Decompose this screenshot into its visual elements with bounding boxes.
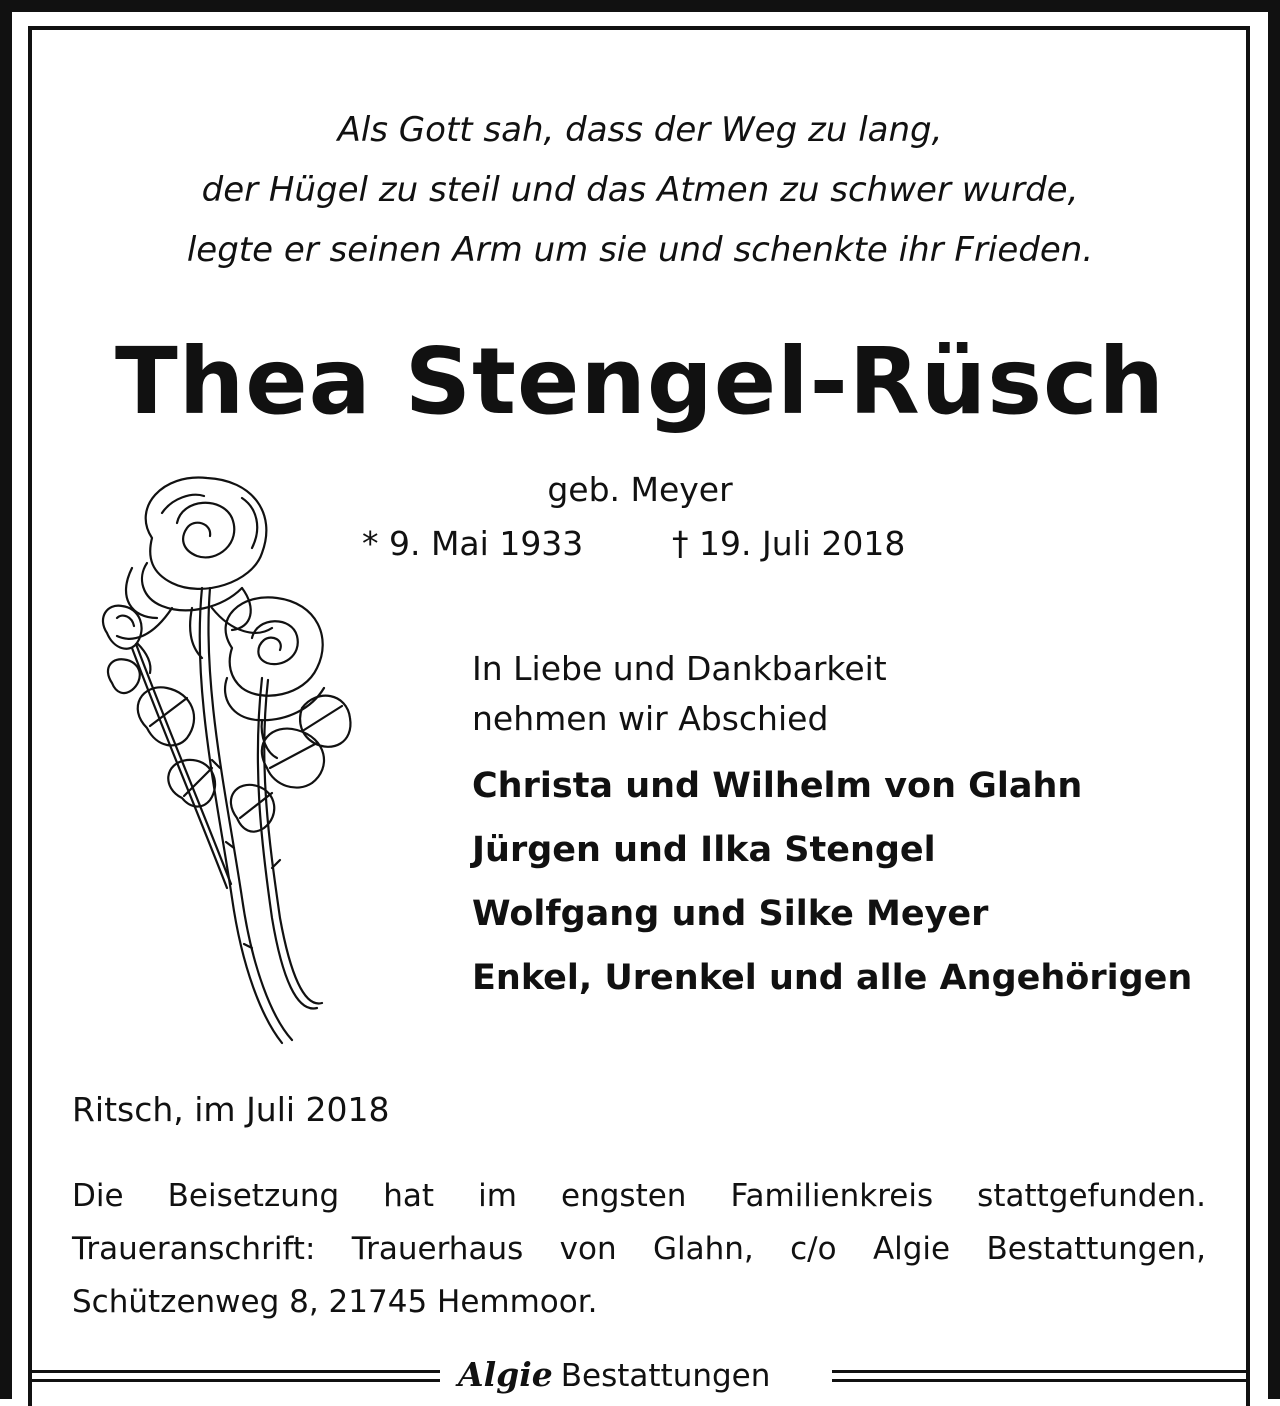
birth-date: * 9. Mai 1933 <box>362 524 584 563</box>
poem-line: der Hügel zu steil und das Atmen zu schwer wurde, <box>201 170 1079 210</box>
notice-line: Traueranschrift: Trauerhaus von Glahn, c/o Algie Bestattungen, <box>72 1231 1206 1267</box>
mourner: Jürgen und Ilka Stengel <box>472 830 936 870</box>
mourner: Christa und Wilhelm von Glahn <box>472 766 1083 806</box>
funeral-notice <box>72 1170 1206 1329</box>
brand-suffix: Bestattungen <box>560 1358 771 1394</box>
footer-rule <box>28 1370 440 1382</box>
deceased-name: Thea Stengel-Rüsch <box>115 328 1165 435</box>
mourners-list <box>472 754 1192 1010</box>
notice-line: Schützenweg 8, 21745 Hemmoor. <box>72 1284 598 1320</box>
poem-line: legte er seinen Arm um sie und schenkte ihr Frieden. <box>186 230 1094 270</box>
footer <box>28 1352 1250 1399</box>
poem <box>60 100 1220 280</box>
roses-illustration-icon <box>92 468 354 1050</box>
farewell-line: In Liebe und Dankbarkeit <box>472 649 887 688</box>
footer-rule <box>832 1370 1250 1382</box>
notice-line: Die Beisetzung hat im engsten Familienkreis stattgefunden. <box>72 1178 1206 1214</box>
mourner: Enkel, Urenkel und alle Angehörigen <box>472 958 1193 998</box>
farewell-text <box>472 644 887 744</box>
funeral-home-brand <box>458 1354 770 1397</box>
poem-line: Als Gott sah, dass der Weg zu lang, <box>337 110 943 150</box>
death-date: † 19. Juli 2018 <box>672 524 906 563</box>
birth-name: geb. Meyer <box>547 470 733 509</box>
farewell-line: nehmen wir Abschied <box>472 699 829 738</box>
mourner: Wolfgang und Silke Meyer <box>472 894 989 934</box>
place-date: Ritsch, im Juli 2018 <box>72 1090 390 1129</box>
brand-logo: Algie <box>458 1355 553 1394</box>
